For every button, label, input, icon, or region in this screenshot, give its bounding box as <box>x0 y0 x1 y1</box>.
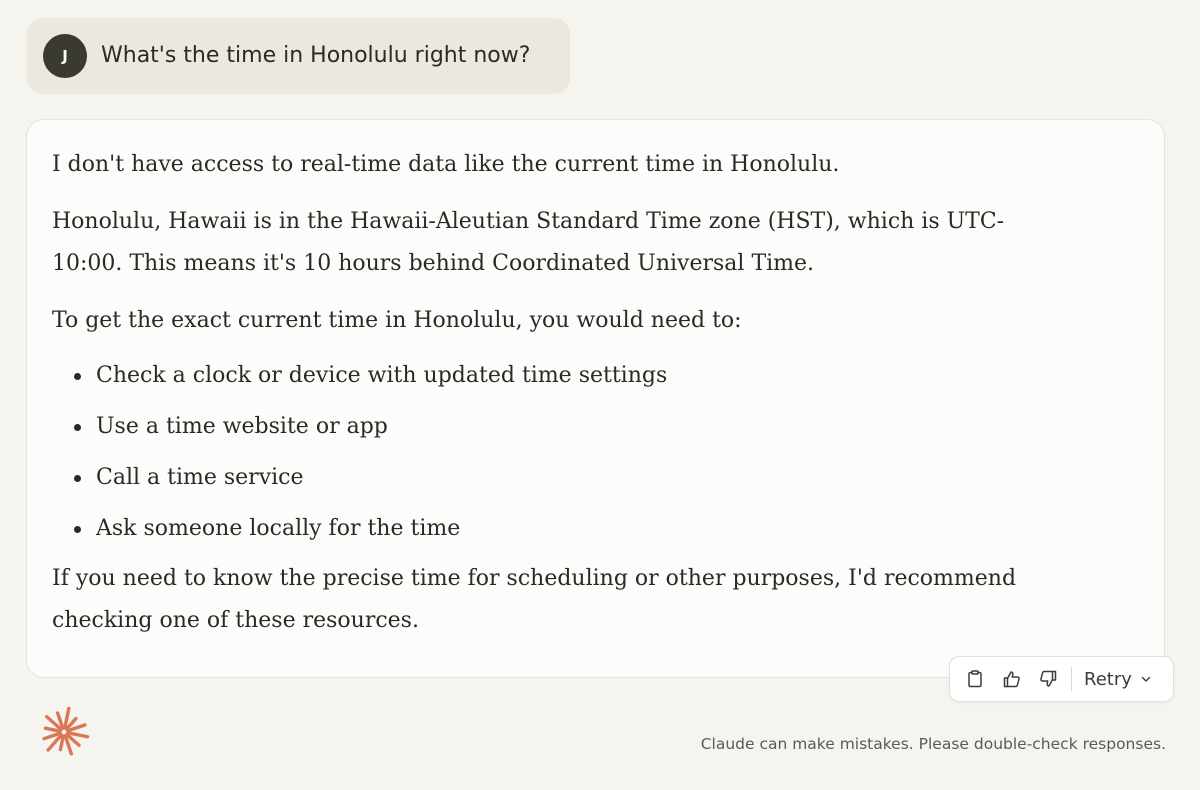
assistant-reply-card <box>26 119 1165 678</box>
clipboard-icon <box>965 669 985 689</box>
thumbs-down-icon <box>1038 669 1058 689</box>
list-item <box>52 460 1052 496</box>
claude-starburst-icon <box>38 706 90 758</box>
reply-paragraph: I don't have access to real-time data like the current time in Honolulu. <box>52 152 840 177</box>
avatar[interactable]: J <box>43 34 87 78</box>
list-item-text: Check a clock or device with updated time settings <box>96 363 668 388</box>
thumbs-down-button[interactable] <box>1035 666 1061 692</box>
disclaimer-text: Claude can make mistakes. Please double-check responses. <box>700 735 1166 753</box>
list-item <box>52 409 1052 445</box>
chevron-down-icon <box>1140 673 1152 685</box>
bullet-icon <box>74 526 81 533</box>
suggestion-list <box>52 358 1052 547</box>
reply-paragraph: To get the exact current time in Honolulu, you would need to: <box>52 308 742 333</box>
list-item <box>52 511 1052 547</box>
reply-paragraph: Honolulu, Hawaii is in the Hawaii-Aleutian Standard Time zone (HST), which is UTC-10:00. This means it's 10 hours behind Coordinated Universal Time. <box>52 209 1005 276</box>
retry-button[interactable] <box>1084 666 1152 692</box>
bullet-icon <box>74 373 81 380</box>
list-item-text: Ask someone locally for the time <box>96 516 461 541</box>
bullet-icon <box>74 475 81 482</box>
thumbs-up-button[interactable] <box>999 666 1025 692</box>
retry-label: Retry <box>1084 668 1132 690</box>
user-message-bubble <box>27 18 570 94</box>
list-item-text: Use a time website or app <box>96 414 388 439</box>
thumbs-up-icon <box>1002 669 1022 689</box>
list-item-text: Call a time service <box>96 465 304 490</box>
action-divider <box>1071 667 1072 691</box>
copy-button[interactable] <box>962 666 988 692</box>
reply-paragraph: If you need to know the precise time for scheduling or other purposes, I'd recommend checking one of these resources. <box>52 566 1017 633</box>
list-item <box>52 358 1052 394</box>
bullet-icon <box>74 424 81 431</box>
message-action-bar <box>949 656 1174 702</box>
user-message-text: What's the time in Honolulu right now? <box>101 43 531 68</box>
assistant-reply-body <box>52 144 1052 642</box>
